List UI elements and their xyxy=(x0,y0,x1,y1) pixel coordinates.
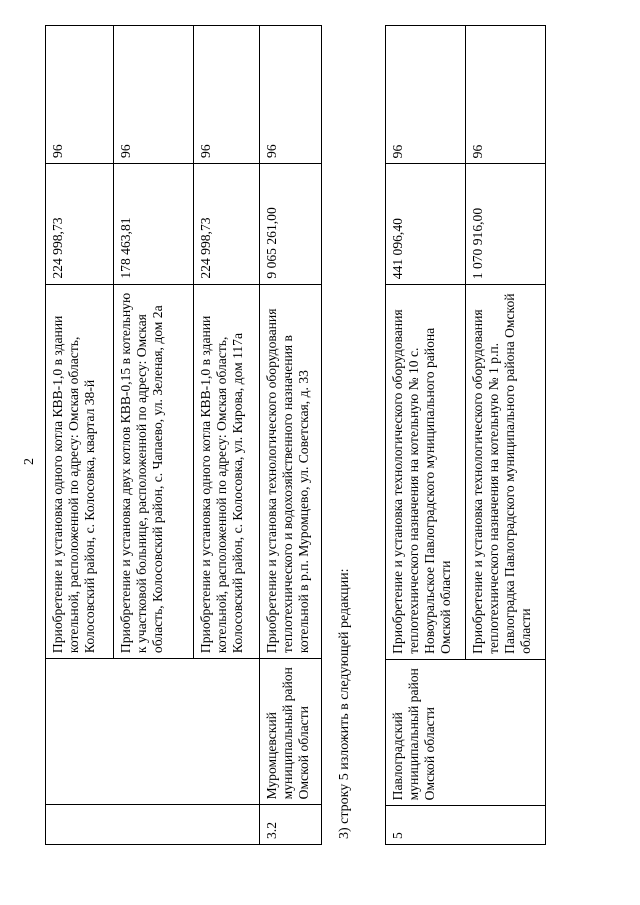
table-row xyxy=(194,26,260,845)
table-row xyxy=(114,26,194,845)
amount-cell: 1 070 916,00 xyxy=(466,164,546,285)
row-number xyxy=(466,806,546,845)
description-cell: Приобретение и установка одного котла КВВ-1,0 в здании котельной, расположенной по адресу: Омская область, Колосовский район, с. Колосовка, квартал 38-й xyxy=(46,284,114,658)
page-number: 2 xyxy=(22,458,37,465)
amount-cell: 441 096,40 xyxy=(386,164,466,285)
amount-cell: 9 065 261,00 xyxy=(260,163,322,284)
municipality-cell xyxy=(194,659,260,805)
description-cell: Приобретение и установка одного котла КВВ-1,0 в здании котельной, расположенной по адресу: Омская область, Колосовский район, с. Колосовка, ул. Кирова, дом 117а xyxy=(194,284,260,658)
row-number xyxy=(114,805,194,845)
description-cell: Приобретение и установка технологического оборудования теплотехнического назначения на котельную № 1 р.п. Павлоградка Павлоградского муниципального района Омской области xyxy=(466,285,546,660)
municipality-cell xyxy=(466,659,546,805)
row-number: 5 xyxy=(386,806,466,845)
code-cell: 96 xyxy=(194,26,260,164)
table-row xyxy=(386,26,466,845)
row-number xyxy=(194,805,260,845)
code-cell: 96 xyxy=(466,26,546,164)
amendment-note: 3) строку 5 изложить в следующей редакции: xyxy=(337,568,352,839)
code-cell: 96 xyxy=(46,26,114,164)
table-row xyxy=(260,26,322,845)
description-cell: Приобретение и установка двух котлов КВВ-0,15 в котельную к участковой больнице, расположенной по адресу: Омская область, Колосовский район, с. Чапаево, ул. Зеленая, дом 2а xyxy=(114,284,194,658)
code-cell: 96 xyxy=(386,26,466,164)
description-cell: Приобретение и установка технологического оборудования теплотехнического назначения на котельную № 10 с. Новоуральское Павлоградского муниципального района Омской области xyxy=(386,285,466,660)
description-cell: Приобретение и установка технологического оборудования теплотехнического и водохозяйственного назначения в котельной в р.п. Муромцево, ул. Советская, д. 33 xyxy=(260,284,322,658)
budget-table-row5 xyxy=(385,25,546,845)
code-cell: 96 xyxy=(260,26,322,164)
table-row xyxy=(466,26,546,845)
municipality-cell: Павлоградский муниципальный район Омской области xyxy=(386,659,466,805)
amount-cell: 224 998,73 xyxy=(194,163,260,284)
code-cell: 96 xyxy=(114,26,194,164)
amount-cell: 224 998,73 xyxy=(46,163,114,284)
municipality-cell xyxy=(46,659,114,805)
amount-cell: 178 463,81 xyxy=(114,163,194,284)
row-number xyxy=(46,805,114,845)
row-number: 3.2 xyxy=(260,805,322,845)
municipality-cell xyxy=(114,659,194,805)
budget-table-continued xyxy=(45,25,322,845)
municipality-cell: Муромцевский муниципальный район Омской области xyxy=(260,659,322,805)
table-row xyxy=(46,26,114,845)
